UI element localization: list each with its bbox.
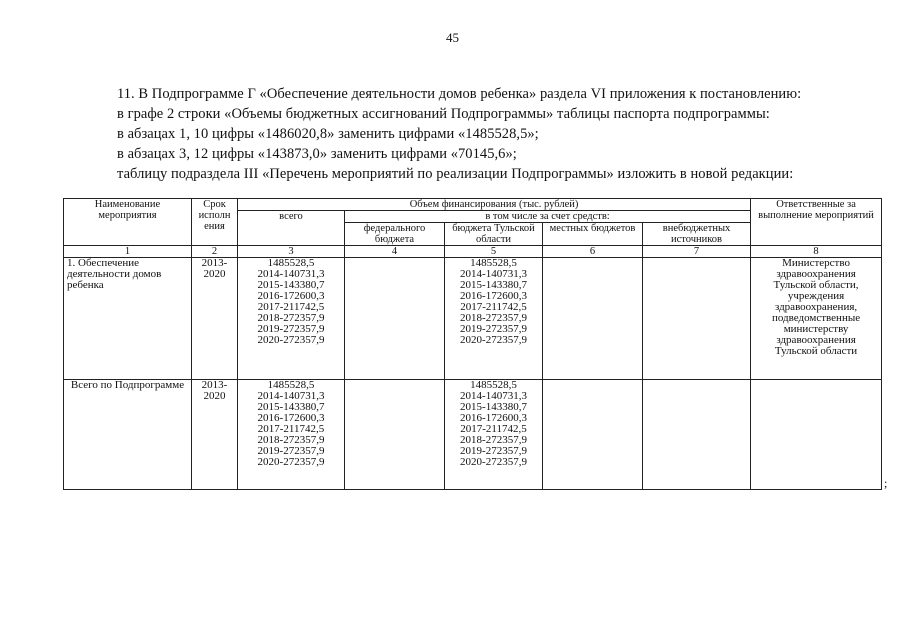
total-value: 2015-143380,7 (257, 401, 325, 413)
header-name: Наименование мероприятия (64, 199, 192, 246)
row-local (543, 380, 643, 490)
row-name: 1. Обеспечение деятельности домов ребенка (64, 258, 192, 380)
column-number: 7 (643, 246, 751, 258)
row-responsible (751, 380, 882, 490)
regional-value: 2015-143380,7 (460, 279, 527, 291)
row-total (238, 380, 345, 490)
total-value: 2014-140731,3 (257, 390, 325, 402)
row-regional (445, 258, 543, 380)
header-local: местных бюджетов (543, 223, 643, 246)
row-local (543, 258, 643, 380)
regional-value: 2019-272357,9 (460, 445, 527, 457)
total-value: 2018-272357,9 (257, 312, 325, 324)
header-row-1 (64, 199, 882, 211)
row-regional (445, 380, 543, 490)
regional-value: 2014-140731,3 (460, 390, 527, 402)
paragraph-5: таблицу подраздела III «Перечень мероприятий по реализации Подпрограммы» изложить в новой редакции: (117, 166, 794, 182)
row-responsible: Министерство здравоохранения Тульской области, учреждения здравоохранения, подведомственные министерству здравоохранения Тульской области (751, 258, 882, 380)
column-number: 8 (751, 246, 882, 258)
column-number: 6 (543, 246, 643, 258)
total-value: 2016-172600,3 (257, 412, 325, 424)
header-federal: федерального бюджета (345, 223, 445, 246)
header-extra: внебюджетных источников (643, 223, 751, 246)
regional-value: 2015-143380,7 (460, 401, 527, 413)
column-number: 3 (238, 246, 345, 258)
table-row (64, 258, 882, 380)
header-total: всего (238, 211, 345, 246)
row-name: Всего по Подпрограмме (64, 380, 192, 490)
column-number: 5 (445, 246, 543, 258)
regional-value: 2019-272357,9 (460, 323, 527, 335)
column-number: 4 (345, 246, 445, 258)
regional-value: 2016-172600,3 (460, 290, 527, 302)
column-number: 2 (192, 246, 238, 258)
page-number: 45 (446, 30, 459, 45)
total-value: 1485528,5 (267, 257, 315, 269)
table-row (64, 380, 882, 490)
paragraph-2: в графе 2 строки «Объемы бюджетных ассигнований Подпрограммы» таблицы паспорта подпрограммы: (117, 106, 770, 122)
column-numbers-row (64, 246, 882, 258)
total-value: 2015-143380,7 (257, 279, 325, 291)
header-funding: Объем финансирования (тыс. рублей) (238, 199, 751, 211)
header-regional: бюджета Тульской области (445, 223, 543, 246)
measures-table (63, 198, 882, 490)
paragraph-3: в абзацах 1, 10 цифры «1486020,8» заменить цифрами «1485528,5»; (117, 126, 539, 142)
column-number: 1 (64, 246, 192, 258)
total-value: 2016-172600,3 (257, 290, 325, 302)
regional-value: 2016-172600,3 (460, 412, 527, 424)
row-federal (345, 258, 445, 380)
row-extra (643, 380, 751, 490)
trailing-semicolon: ; (884, 476, 888, 490)
paragraph-4: в абзацах 3, 12 цифры «143873,0» заменить цифрами «70145,6»; (117, 146, 517, 162)
total-value: 2014-140731,3 (257, 268, 325, 280)
total-value: 1485528,5 (267, 379, 315, 391)
row-extra (643, 258, 751, 380)
regional-value: 2014-140731,3 (460, 268, 527, 280)
regional-value: 2018-272357,9 (460, 312, 527, 324)
row-term: 2013-2020 (192, 380, 238, 490)
header-responsible: Ответственные за выполнение мероприятий (751, 199, 882, 246)
total-value: 2020-272357,9 (257, 334, 325, 346)
header-including: в том числе за счет средств: (345, 211, 751, 223)
total-value: 2019-272357,9 (257, 323, 325, 335)
regional-value: 2017-211742,5 (460, 301, 527, 313)
row-federal (345, 380, 445, 490)
row-total (238, 258, 345, 380)
regional-value: 2020-272357,9 (460, 456, 527, 468)
header-term: Срок исполн ения (192, 199, 238, 246)
total-value: 2019-272357,9 (257, 445, 325, 457)
total-value: 2017-211742,5 (257, 301, 325, 313)
total-value: 2017-211742,5 (257, 423, 325, 435)
regional-value: 1485528,5 (470, 257, 517, 269)
regional-value: 2017-211742,5 (460, 423, 527, 435)
total-value: 2020-272357,9 (257, 456, 325, 468)
paragraph-1: 11. В Подпрограмме Г «Обеспечение деятельности домов ребенка» раздела VI приложения к постановлению: (117, 86, 802, 102)
total-value: 2018-272357,9 (257, 434, 325, 446)
regional-value: 1485528,5 (470, 379, 517, 391)
regional-value: 2020-272357,9 (460, 334, 527, 346)
regional-value: 2018-272357,9 (460, 434, 527, 446)
row-term: 2013-2020 (192, 258, 238, 380)
